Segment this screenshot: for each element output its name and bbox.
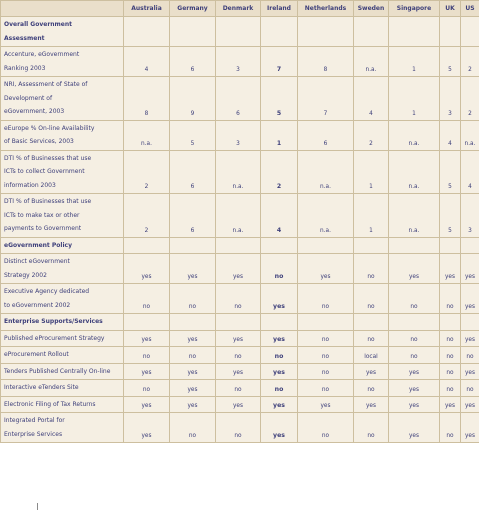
value-cell: 7 bbox=[261, 47, 298, 77]
value-cell bbox=[298, 17, 354, 47]
label-line: eProcurement Rollout bbox=[4, 351, 69, 358]
row-label bbox=[1, 330, 124, 347]
value-cell: yes bbox=[389, 363, 440, 380]
value-cell: 6 bbox=[216, 77, 261, 121]
value-cell: no bbox=[440, 413, 461, 443]
value-cell: 2 bbox=[261, 150, 298, 194]
table-row bbox=[1, 254, 479, 284]
value-cell bbox=[261, 314, 298, 331]
value-cell bbox=[261, 17, 298, 47]
value-cell: no bbox=[261, 380, 298, 397]
value-cell: yes bbox=[216, 330, 261, 347]
row-label bbox=[1, 194, 124, 238]
header-corner bbox=[1, 1, 124, 17]
value-cell: yes bbox=[170, 330, 216, 347]
column-header: UK bbox=[440, 1, 461, 17]
value-cell: 6 bbox=[170, 194, 216, 238]
value-cell: n.a. bbox=[298, 194, 354, 238]
value-cell: n.a. bbox=[389, 150, 440, 194]
value-cell: n.a. bbox=[389, 194, 440, 238]
value-cell bbox=[440, 237, 461, 254]
value-cell: no bbox=[216, 284, 261, 314]
value-cell: no bbox=[461, 380, 479, 397]
value-cell: yes bbox=[440, 254, 461, 284]
value-cell: yes bbox=[261, 284, 298, 314]
label-line: Overall Government bbox=[4, 21, 73, 28]
label-line: payments to Government bbox=[4, 225, 82, 232]
value-cell: 1 bbox=[261, 120, 298, 150]
value-cell: 2 bbox=[461, 47, 479, 77]
value-cell: yes bbox=[170, 380, 216, 397]
label-line: Strategy 2002 bbox=[4, 271, 47, 279]
section-heading bbox=[1, 314, 124, 331]
table-row bbox=[1, 284, 479, 314]
row-label bbox=[1, 396, 124, 413]
row-label bbox=[1, 254, 124, 284]
value-cell bbox=[389, 314, 440, 331]
label-line: Published eProcurement Strategy bbox=[4, 334, 105, 342]
value-cell: no bbox=[170, 413, 216, 443]
value-cell: yes bbox=[124, 396, 170, 413]
value-cell: no bbox=[389, 330, 440, 347]
value-cell: no bbox=[461, 347, 479, 364]
column-header: Australia bbox=[124, 1, 170, 17]
value-cell: yes bbox=[389, 413, 440, 443]
value-cell: yes bbox=[389, 396, 440, 413]
label-line: Accenture, eGovernment bbox=[4, 51, 80, 58]
value-cell: yes bbox=[298, 254, 354, 284]
label-line: Executive Agency dedicated bbox=[4, 288, 90, 295]
value-cell: no bbox=[216, 413, 261, 443]
label-line: information 2003 bbox=[4, 181, 56, 189]
column-header: Germany bbox=[170, 1, 216, 17]
value-cell: yes bbox=[124, 363, 170, 380]
value-cell: 2 bbox=[354, 120, 389, 150]
value-cell: yes bbox=[170, 396, 216, 413]
value-cell: n.a. bbox=[389, 120, 440, 150]
value-cell: yes bbox=[261, 363, 298, 380]
value-cell: 5 bbox=[440, 150, 461, 194]
value-cell: 5 bbox=[170, 120, 216, 150]
table-row bbox=[1, 347, 479, 364]
value-cell: yes bbox=[461, 413, 479, 443]
value-cell: 4 bbox=[461, 150, 479, 194]
value-cell: 1 bbox=[389, 77, 440, 121]
value-cell: no bbox=[298, 330, 354, 347]
value-cell: no bbox=[440, 347, 461, 364]
value-cell: 5 bbox=[440, 194, 461, 238]
value-cell bbox=[216, 237, 261, 254]
value-cell: yes bbox=[216, 254, 261, 284]
value-cell: no bbox=[298, 347, 354, 364]
value-cell: yes bbox=[124, 330, 170, 347]
value-cell: no bbox=[354, 413, 389, 443]
value-cell: yes bbox=[461, 396, 479, 413]
value-cell: no bbox=[440, 380, 461, 397]
value-cell: no bbox=[354, 380, 389, 397]
table-row bbox=[1, 77, 479, 121]
label-line: Tenders Published Centrally On-line bbox=[4, 367, 111, 375]
value-cell: 3 bbox=[461, 194, 479, 238]
value-cell: 8 bbox=[124, 77, 170, 121]
value-cell: yes bbox=[124, 254, 170, 284]
table-row bbox=[1, 150, 479, 194]
value-cell: 7 bbox=[298, 77, 354, 121]
column-header: Sweden bbox=[354, 1, 389, 17]
value-cell bbox=[124, 17, 170, 47]
value-cell: yes bbox=[216, 363, 261, 380]
value-cell: yes bbox=[170, 254, 216, 284]
label-line: NRI, Assessment of State of bbox=[4, 81, 88, 88]
value-cell bbox=[354, 17, 389, 47]
value-cell bbox=[170, 237, 216, 254]
value-cell: 6 bbox=[298, 120, 354, 150]
column-header: Singapore bbox=[389, 1, 440, 17]
table-row bbox=[1, 413, 479, 443]
label-line: Enterprise Supports/Services bbox=[4, 318, 103, 325]
footer-tick-mark bbox=[37, 503, 38, 510]
value-cell bbox=[124, 237, 170, 254]
value-cell bbox=[216, 17, 261, 47]
value-cell: 3 bbox=[216, 47, 261, 77]
value-cell bbox=[389, 17, 440, 47]
value-cell bbox=[261, 237, 298, 254]
value-cell bbox=[389, 237, 440, 254]
value-cell: no bbox=[298, 284, 354, 314]
value-cell bbox=[461, 314, 479, 331]
value-cell: no bbox=[124, 284, 170, 314]
column-header: Netherlands bbox=[298, 1, 354, 17]
value-cell: no bbox=[261, 347, 298, 364]
row-label bbox=[1, 47, 124, 77]
value-cell bbox=[354, 237, 389, 254]
table-row bbox=[1, 120, 479, 150]
label-line: DTI % of Businesses that use bbox=[4, 198, 92, 205]
section-heading-row bbox=[1, 314, 479, 331]
section-heading-row bbox=[1, 237, 479, 254]
value-cell: 4 bbox=[440, 120, 461, 150]
value-cell: 4 bbox=[354, 77, 389, 121]
row-label bbox=[1, 120, 124, 150]
value-cell: no bbox=[170, 284, 216, 314]
value-cell: no bbox=[216, 380, 261, 397]
section-heading bbox=[1, 17, 124, 47]
value-cell: 3 bbox=[440, 77, 461, 121]
row-label bbox=[1, 380, 124, 397]
value-cell bbox=[298, 237, 354, 254]
value-cell: 3 bbox=[216, 120, 261, 150]
value-cell bbox=[170, 314, 216, 331]
value-cell: yes bbox=[389, 380, 440, 397]
label-line: to eGovernment 2002 bbox=[4, 301, 71, 309]
value-cell: yes bbox=[261, 413, 298, 443]
value-cell: yes bbox=[461, 363, 479, 380]
value-cell: n.a. bbox=[216, 150, 261, 194]
value-cell: yes bbox=[440, 396, 461, 413]
value-cell: 6 bbox=[170, 150, 216, 194]
label-line: Distinct eGovernment bbox=[4, 258, 70, 265]
value-cell: no bbox=[389, 347, 440, 364]
value-cell: 2 bbox=[461, 77, 479, 121]
value-cell: no bbox=[261, 254, 298, 284]
value-cell bbox=[298, 314, 354, 331]
header-row bbox=[1, 1, 479, 17]
value-cell: no bbox=[440, 330, 461, 347]
value-cell: 4 bbox=[261, 194, 298, 238]
value-cell: 8 bbox=[298, 47, 354, 77]
label-line: eEurope % On-line Availability bbox=[4, 124, 95, 132]
label-line: Assessment bbox=[4, 34, 45, 42]
value-cell: yes bbox=[216, 396, 261, 413]
row-label bbox=[1, 413, 124, 443]
label-line: Integrated Portal for bbox=[4, 417, 65, 424]
label-line: Ranking 2003 bbox=[4, 64, 46, 72]
table-row bbox=[1, 47, 479, 77]
section-heading-row bbox=[1, 17, 479, 47]
value-cell bbox=[440, 17, 461, 47]
value-cell: n.a. bbox=[354, 47, 389, 77]
row-label bbox=[1, 284, 124, 314]
value-cell: yes bbox=[354, 363, 389, 380]
value-cell: yes bbox=[170, 363, 216, 380]
section-heading bbox=[1, 237, 124, 254]
label-line: eGovernment Policy bbox=[4, 241, 72, 249]
label-line: Enterprise Services bbox=[4, 430, 63, 438]
value-cell: no bbox=[389, 284, 440, 314]
value-cell bbox=[461, 17, 479, 47]
column-header: Ireland bbox=[261, 1, 298, 17]
label-line: of Basic Services, 2003 bbox=[4, 138, 74, 145]
value-cell bbox=[216, 314, 261, 331]
value-cell: no bbox=[298, 363, 354, 380]
value-cell: 1 bbox=[389, 47, 440, 77]
label-line: Development of bbox=[4, 94, 53, 102]
column-header: Denmark bbox=[216, 1, 261, 17]
value-cell: 2 bbox=[124, 150, 170, 194]
value-cell: yes bbox=[461, 284, 479, 314]
value-cell bbox=[461, 237, 479, 254]
table-row bbox=[1, 194, 479, 238]
row-label bbox=[1, 347, 124, 364]
value-cell: no bbox=[124, 380, 170, 397]
value-cell bbox=[170, 17, 216, 47]
value-cell: no bbox=[170, 347, 216, 364]
label-line: ICTs to make tax or other bbox=[4, 211, 80, 219]
value-cell: no bbox=[124, 347, 170, 364]
value-cell: 5 bbox=[261, 77, 298, 121]
label-line: ICTs to collect Government bbox=[4, 168, 85, 175]
value-cell: n.a. bbox=[124, 120, 170, 150]
value-cell: n.a. bbox=[216, 194, 261, 238]
value-cell: yes bbox=[124, 413, 170, 443]
label-line: Electronic Filing of Tax Returns bbox=[4, 400, 96, 408]
value-cell: yes bbox=[461, 330, 479, 347]
label-line: Interactive eTenders Site bbox=[4, 384, 79, 391]
value-cell: n.a. bbox=[298, 150, 354, 194]
row-label bbox=[1, 363, 124, 380]
value-cell: no bbox=[440, 363, 461, 380]
value-cell: no bbox=[354, 254, 389, 284]
value-cell: yes bbox=[354, 396, 389, 413]
value-cell bbox=[124, 314, 170, 331]
value-cell bbox=[354, 314, 389, 331]
value-cell: yes bbox=[261, 330, 298, 347]
value-cell: no bbox=[354, 284, 389, 314]
value-cell: yes bbox=[261, 396, 298, 413]
value-cell: no bbox=[354, 330, 389, 347]
value-cell: n.a. bbox=[461, 120, 479, 150]
table-row bbox=[1, 363, 479, 380]
row-label bbox=[1, 150, 124, 194]
value-cell: yes bbox=[389, 254, 440, 284]
value-cell: no bbox=[216, 347, 261, 364]
label-line: eGovernment, 2003 bbox=[4, 108, 65, 115]
column-header: US bbox=[461, 1, 479, 17]
table-row bbox=[1, 330, 479, 347]
value-cell: 5 bbox=[440, 47, 461, 77]
value-cell: 6 bbox=[170, 47, 216, 77]
value-cell: yes bbox=[461, 254, 479, 284]
table-row bbox=[1, 380, 479, 397]
value-cell: yes bbox=[298, 396, 354, 413]
value-cell: no bbox=[440, 284, 461, 314]
value-cell: 9 bbox=[170, 77, 216, 121]
value-cell: 1 bbox=[354, 194, 389, 238]
value-cell: no bbox=[298, 413, 354, 443]
value-cell bbox=[440, 314, 461, 331]
value-cell: 1 bbox=[354, 150, 389, 194]
value-cell: 2 bbox=[124, 194, 170, 238]
table-row bbox=[1, 396, 479, 413]
value-cell: 4 bbox=[124, 47, 170, 77]
value-cell: local bbox=[354, 347, 389, 364]
label-line: DTI % of Businesses that use bbox=[4, 154, 92, 162]
row-label bbox=[1, 77, 124, 121]
value-cell: no bbox=[298, 380, 354, 397]
